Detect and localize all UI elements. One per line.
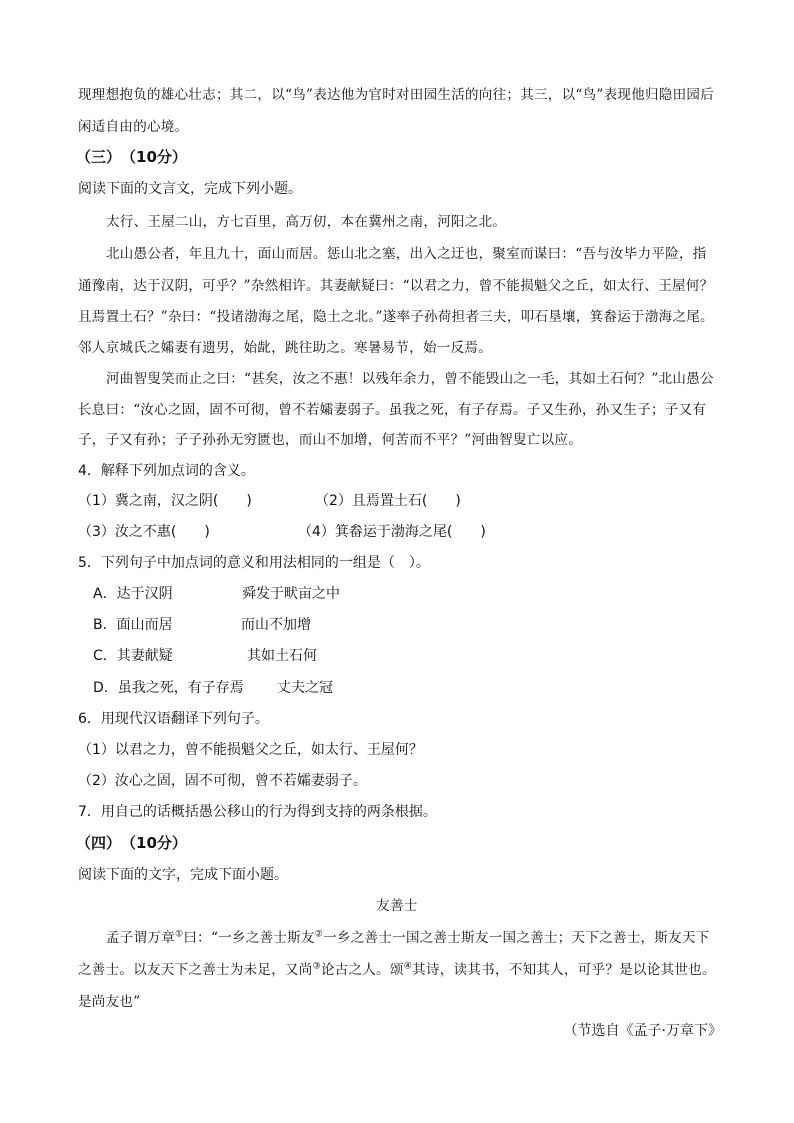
intro-line-1: 现理想抱负的雄心壮志；其二，以“鸟”表达他为官时对田园生活的向往；其三，以“鸟”表现他归隐田园后: [78, 87, 715, 103]
passage3-line-1: 太行、王屋二山，方七百里，高万仞，本在冀州之南，河阳之北。: [106, 214, 507, 230]
passage4-line-2-text-b: 论古之人。颂: [320, 962, 404, 978]
passage3-line-4: 且焉置土石？”杂曰：“投诸渤海之尾，隐土之北。”遂率子孙荷担者三夫，叩石垦壤，箕畚运于渤海之尾。: [78, 309, 714, 325]
passage3-line-2: 北山愚公者，年且九十，面山而居。惩山北之塞，出入之迂也，聚室而谋曰：“吾与汝毕力平险，指: [106, 246, 707, 262]
section4-instruction: 阅读下面的文字，完成下面小题。: [78, 867, 288, 883]
intro-line-2: 闲适自由的心境。: [78, 119, 189, 135]
question-7-stem: 7．用自己的话概括愚公移山的行为得到支持的两条根据。: [78, 804, 437, 820]
passage4-title: 友善士: [376, 898, 418, 914]
question-4-item-1: （1）冀之南，汉之阴( ): [78, 493, 252, 509]
passage3-line-8: 子，子又有孙；子子孙孙无穷匮也，而山不加增，何苦而不平？”河曲智叟亡以应。: [78, 432, 583, 448]
passage3-line-7: 长息曰：“汝心之固，固不可彻，曾不若孀妻弱子。虽我之死，有子存焉。子又生孙，孙又生子；子又有: [78, 402, 707, 418]
passage4-line-1-text-b: 曰：“一乡之善士斯友: [183, 930, 315, 946]
passage4-line-1: [106, 926, 710, 946]
passage3-line-3: 通豫南，达于汉阴，可乎？”杂然相许。其妻献疑曰：“以君之力，曾不能损魁父之丘，如太行、王屋何？: [78, 278, 714, 294]
passage4-line-2-text-a: 之善士。以友天下之善士为未足，又尚: [78, 962, 313, 978]
footnote-marker-3: ③: [312, 961, 321, 972]
question-6-item-2: （2）汝心之固，固不可彻，曾不若孀妻弱子。: [78, 773, 367, 789]
question-5-option-a: A．达于汉阴: [93, 586, 173, 602]
question-4-item-3: （3）汝之不惠( ): [78, 524, 210, 540]
footnote-marker-2: ②: [314, 929, 324, 940]
footnote-marker-4: ④: [403, 961, 413, 972]
question-5-option-d-pair: 丈夫之冠: [277, 680, 333, 696]
passage4-line-1-text-c: 一乡之善士一国之善士斯友一国之善士；天下之善士，斯友天下: [323, 930, 710, 946]
question-5-option-a-pair: 舜发于畎亩之中: [242, 586, 340, 602]
question-4-item-4: （4）箕畚运于渤海之尾( ): [298, 524, 486, 540]
section3-instruction: 阅读下面的文言文，完成下列小题。: [78, 181, 302, 197]
question-4-item-2: （2）且焉置土石( ): [315, 493, 461, 509]
question-5-option-c: C．其妻献疑: [93, 648, 173, 664]
passage4-source: （节选自《孟子·万章下》: [563, 1023, 722, 1039]
passage3-line-5: 邻人京城氏之孀妻有遗男，始龀，跳往助之。寒暑易节，始一反焉。: [78, 340, 492, 356]
passage4-line-2: [78, 958, 716, 978]
question-6-item-1: （1）以君之力，曾不能损魁父之丘，如太行、王屋何？: [78, 742, 423, 758]
section3-heading: （三） （10分）: [76, 148, 187, 166]
question-5-option-b-pair: 而山不加增: [241, 617, 311, 633]
question-5-option-c-pair: 其如土石何: [247, 648, 317, 664]
footnote-marker-1: ①: [175, 929, 184, 940]
question-5-option-b: B．面山而居: [93, 617, 173, 633]
question-5-option-d: D．虽我之死，有子存焉: [93, 680, 244, 696]
passage3-line-6: 河曲智叟笑而止之曰：“甚矣，汝之不惠！以残年余力，曾不能毁山之一毛，其如土石何？”北山愚公: [106, 371, 714, 387]
question-4-stem: 4．解释下列加点词的含义。: [78, 463, 255, 479]
passage4-line-1-text-a: 孟子谓万章: [106, 930, 175, 946]
question-6-stem: 6．用现代汉语翻译下列句子。: [78, 711, 269, 727]
question-5-stem: 5．下列句子中加点词的意义和用法相同的一组是（ ）。: [78, 555, 430, 571]
passage4-line-2-text-c: 其诗，读其书，不知其人，可乎？是以论其世也。: [412, 962, 716, 978]
section4-heading: （四） （10分）: [76, 834, 187, 852]
passage4-line-3-text: 是尚友也”: [78, 994, 141, 1010]
passage4-line-3: [78, 990, 140, 1010]
